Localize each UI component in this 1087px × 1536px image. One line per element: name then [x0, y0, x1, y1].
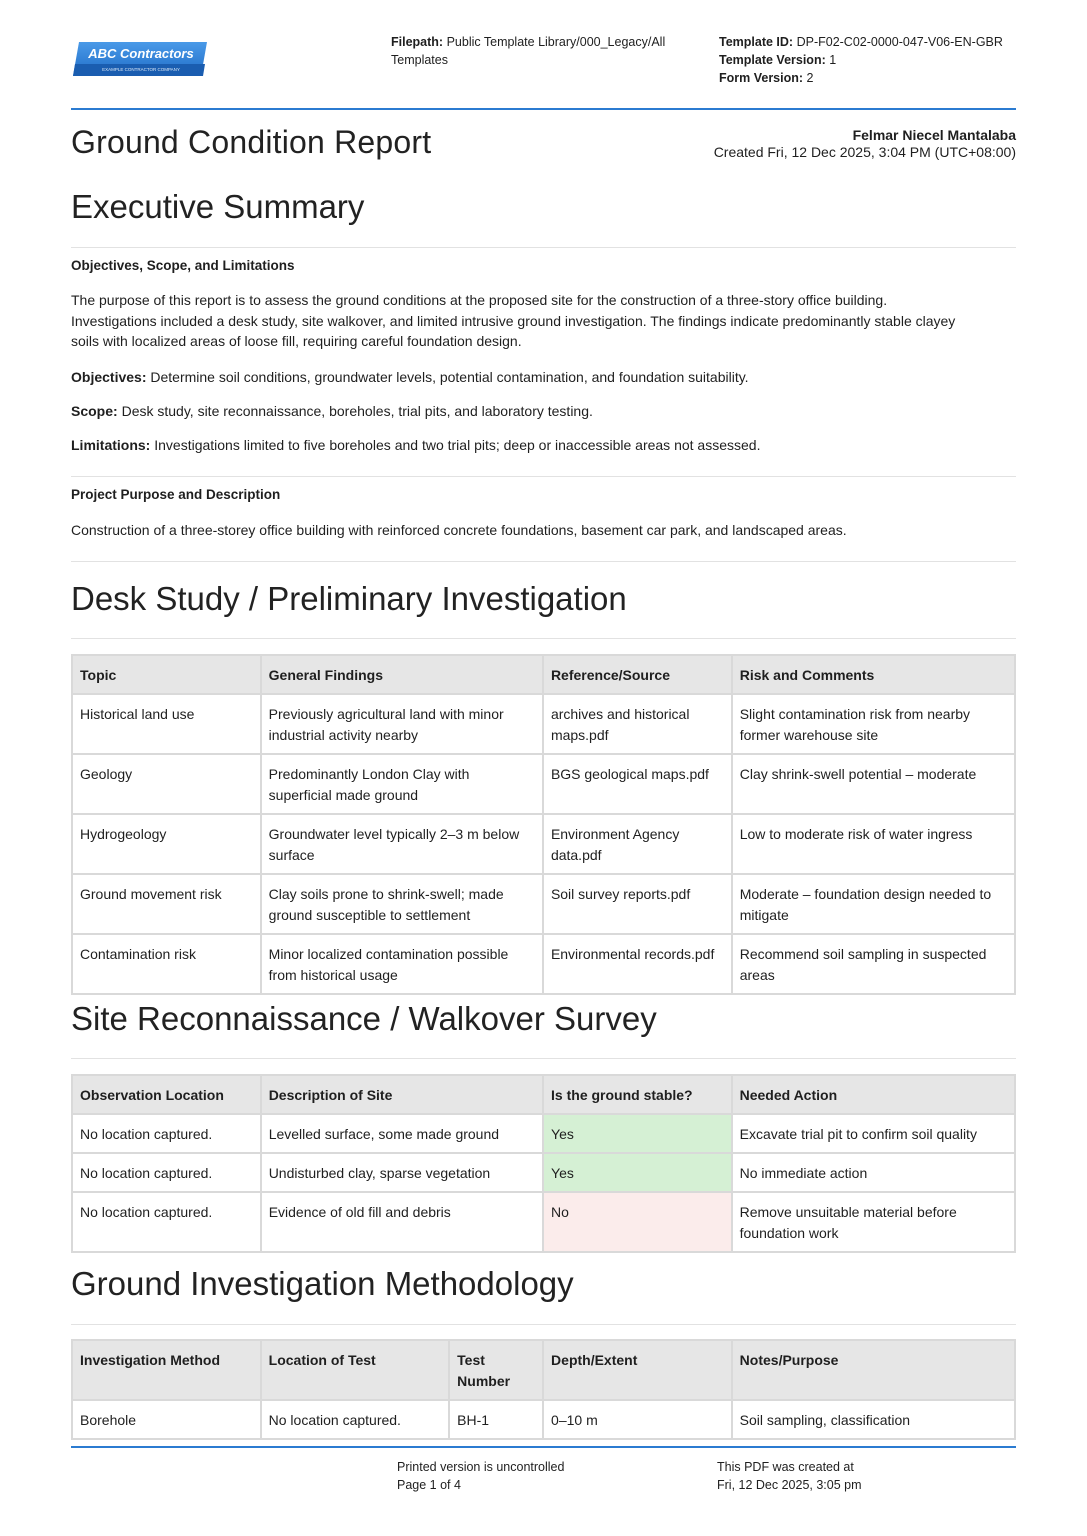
table-cell: Environment Agency data.pdf: [543, 814, 732, 874]
header-divider: [71, 108, 1016, 110]
table-cell: archives and historical maps.pdf: [543, 694, 732, 754]
table-cell: Slight contamination risk from nearby former warehouse site: [732, 694, 1015, 754]
scope-label: Scope:: [71, 403, 118, 419]
desk-study-heading: Desk Study / Preliminary Investigation: [71, 580, 627, 617]
column-header: Reference/Source: [543, 655, 732, 694]
created-date: Created Fri, 12 Dec 2025, 3:04 PM (UTC+08:00): [713, 144, 1016, 160]
table-cell: Geology: [72, 754, 261, 814]
intro-line: Investigations included a desk study, site walkover, and limited intrusive ground investigation. The findings indicate predominantly stable clayey: [71, 312, 956, 329]
divider: [71, 1058, 1016, 1059]
column-header: General Findings: [261, 655, 543, 694]
table-cell: Undisturbed clay, sparse vegetation: [261, 1153, 543, 1192]
table-row: [72, 1400, 1015, 1439]
table-cell: Ground movement risk: [72, 874, 261, 934]
table-header-row: [72, 1340, 1015, 1400]
table-cell: BGS geological maps.pdf: [543, 754, 732, 814]
objectives-text: Determine soil conditions, groundwater levels, potential contamination, and foundation suitability.: [150, 369, 749, 385]
table-cell: Predominantly London Clay with superficial made ground: [261, 754, 543, 814]
table-cell: Hydrogeology: [72, 814, 261, 874]
page-title: Ground Condition Report: [71, 124, 432, 160]
table-cell: Soil sampling, classification: [732, 1400, 1015, 1439]
methodology-heading: Ground Investigation Methodology: [71, 1265, 574, 1302]
table-cell: Evidence of old fill and debris: [261, 1192, 543, 1252]
limitations-label: Limitations:: [71, 437, 151, 453]
table-cell: Groundwater level typically 2–3 m below surface: [261, 814, 543, 874]
filepath-value: Public Template Library/000_Legacy/All: [446, 35, 666, 49]
footer-divider: [71, 1446, 1016, 1448]
divider: [71, 247, 1016, 248]
project-text: Construction of a three-storey office building with reinforced concrete foundations, basement car park, and landscaped areas.: [71, 522, 847, 538]
form-version-value: 2: [806, 71, 814, 85]
column-header: Needed Action: [732, 1075, 1015, 1114]
logo-text: ABC Contractors: [88, 46, 194, 61]
template-version-label: Template Version:: [719, 53, 826, 67]
site-recon-heading: Site Reconnaissance / Walkover Survey: [71, 1000, 657, 1037]
table-row: [72, 1192, 1015, 1252]
column-header: Location of Test: [261, 1340, 450, 1400]
stability-cell-yes: Yes: [543, 1153, 732, 1192]
table-row: [72, 874, 1015, 934]
table-cell: Clay shrink-swell potential – moderate: [732, 754, 1015, 814]
template-id-label: Template ID:: [719, 35, 794, 49]
executive-summary-heading: Executive Summary: [71, 188, 365, 225]
table-cell: Environmental records.pdf: [543, 934, 732, 994]
table-cell: Excavate trial pit to confirm soil quality: [732, 1114, 1015, 1153]
column-header: Is the ground stable?: [543, 1075, 732, 1114]
table-header-row: [72, 655, 1015, 694]
filepath-label: Filepath:: [391, 35, 444, 49]
table-row: [72, 754, 1015, 814]
column-header: Test Number: [449, 1340, 543, 1400]
footer-center: [397, 1458, 564, 1494]
intro-paragraph: [71, 290, 1011, 352]
column-header: Investigation Method: [72, 1340, 261, 1400]
page-number: Page 1 of 4: [397, 1478, 461, 1492]
form-version-label: Form Version:: [719, 71, 804, 85]
template-info: [719, 33, 1019, 87]
page-header: [71, 30, 1016, 108]
column-header: Description of Site: [261, 1075, 543, 1114]
column-header: Notes/Purpose: [732, 1340, 1015, 1400]
table-cell: BH-1: [449, 1400, 543, 1439]
limitations-line: [71, 435, 1011, 456]
uncontrolled-note: Printed version is uncontrolled: [397, 1460, 565, 1474]
pdf-created-date: Fri, 12 Dec 2025, 3:05 pm: [717, 1478, 862, 1492]
table-cell: No location captured.: [72, 1192, 261, 1252]
intro-line: soils with localized areas of loose fill, requiring careful foundation design.: [71, 333, 522, 349]
objectives-subheading: Objectives, Scope, and Limitations: [71, 258, 295, 273]
table-header-row: [72, 1075, 1015, 1114]
filepath-block: [391, 33, 691, 69]
template-id-value: DP-F02-C02-0000-047-V06-EN-GBR: [796, 35, 1003, 49]
table-cell: No immediate action: [732, 1153, 1015, 1192]
project-subheading: Project Purpose and Description: [71, 487, 281, 502]
table-cell: Historical land use: [72, 694, 261, 754]
stability-cell-no: No: [543, 1192, 732, 1252]
author-block: [714, 127, 1016, 161]
table-cell: No location captured.: [261, 1400, 450, 1439]
table-cell: Contamination risk: [72, 934, 261, 994]
site-recon-table: [71, 1074, 1016, 1253]
divider: [71, 476, 1016, 477]
table-cell: Borehole: [72, 1400, 261, 1439]
table-cell: 0–10 m: [543, 1400, 732, 1439]
scope-line: [71, 401, 1011, 422]
divider: [71, 1324, 1016, 1325]
divider: [71, 561, 1016, 562]
table-cell: Clay soils prone to shrink-swell; made ground susceptible to settlement: [261, 874, 543, 934]
table-cell: Levelled surface, some made ground: [261, 1114, 543, 1153]
table-cell: Low to moderate risk of water ingress: [732, 814, 1015, 874]
footer-right: [717, 1458, 862, 1494]
table-row: [72, 814, 1015, 874]
table-row: [72, 934, 1015, 994]
table-cell: Moderate – foundation design needed to mitigate: [732, 874, 1015, 934]
divider: [71, 638, 1016, 639]
table-cell: Remove unsuitable material before foundation work: [732, 1192, 1015, 1252]
table-cell: Soil survey reports.pdf: [543, 874, 732, 934]
objectives-label: Objectives:: [71, 369, 147, 385]
column-header: Risk and Comments: [732, 655, 1015, 694]
table-cell: Previously agricultural land with minor industrial activity nearby: [261, 694, 543, 754]
column-header: Topic: [72, 655, 261, 694]
table-cell: Minor localized contamination possible from historical usage: [261, 934, 543, 994]
company-logo: [71, 40, 209, 78]
column-header: Observation Location: [72, 1075, 261, 1114]
template-version-value: 1: [829, 53, 837, 67]
column-header: Depth/Extent: [543, 1340, 732, 1400]
table-cell: Recommend soil sampling in suspected areas: [732, 934, 1015, 994]
scope-text: Desk study, site reconnaissance, boreholes, trial pits, and laboratory testing.: [121, 403, 593, 419]
filepath-value-cont: Templates: [391, 53, 448, 67]
intro-line: The purpose of this report is to assess the ground conditions at the proposed site for the construction of a three-story office building.: [71, 292, 888, 308]
table-row: [72, 1114, 1015, 1153]
table-cell: No location captured.: [72, 1114, 261, 1153]
table-row: [72, 1153, 1015, 1192]
table-row: [72, 694, 1015, 754]
limitations-text: Investigations limited to five boreholes and two trial pits; deep or inaccessible areas not assessed.: [154, 437, 761, 453]
author-name: Felmar Niecel Mantalaba: [852, 127, 1016, 143]
desk-study-table: [71, 654, 1016, 995]
pdf-created-label: This PDF was created at: [717, 1460, 854, 1474]
logo-subtext: EXAMPLE CONTRACTOR COMPANY: [102, 67, 180, 72]
objectives-line: [71, 367, 1011, 388]
stability-cell-yes: Yes: [543, 1114, 732, 1153]
table-cell: No location captured.: [72, 1153, 261, 1192]
methodology-table: [71, 1339, 1016, 1440]
